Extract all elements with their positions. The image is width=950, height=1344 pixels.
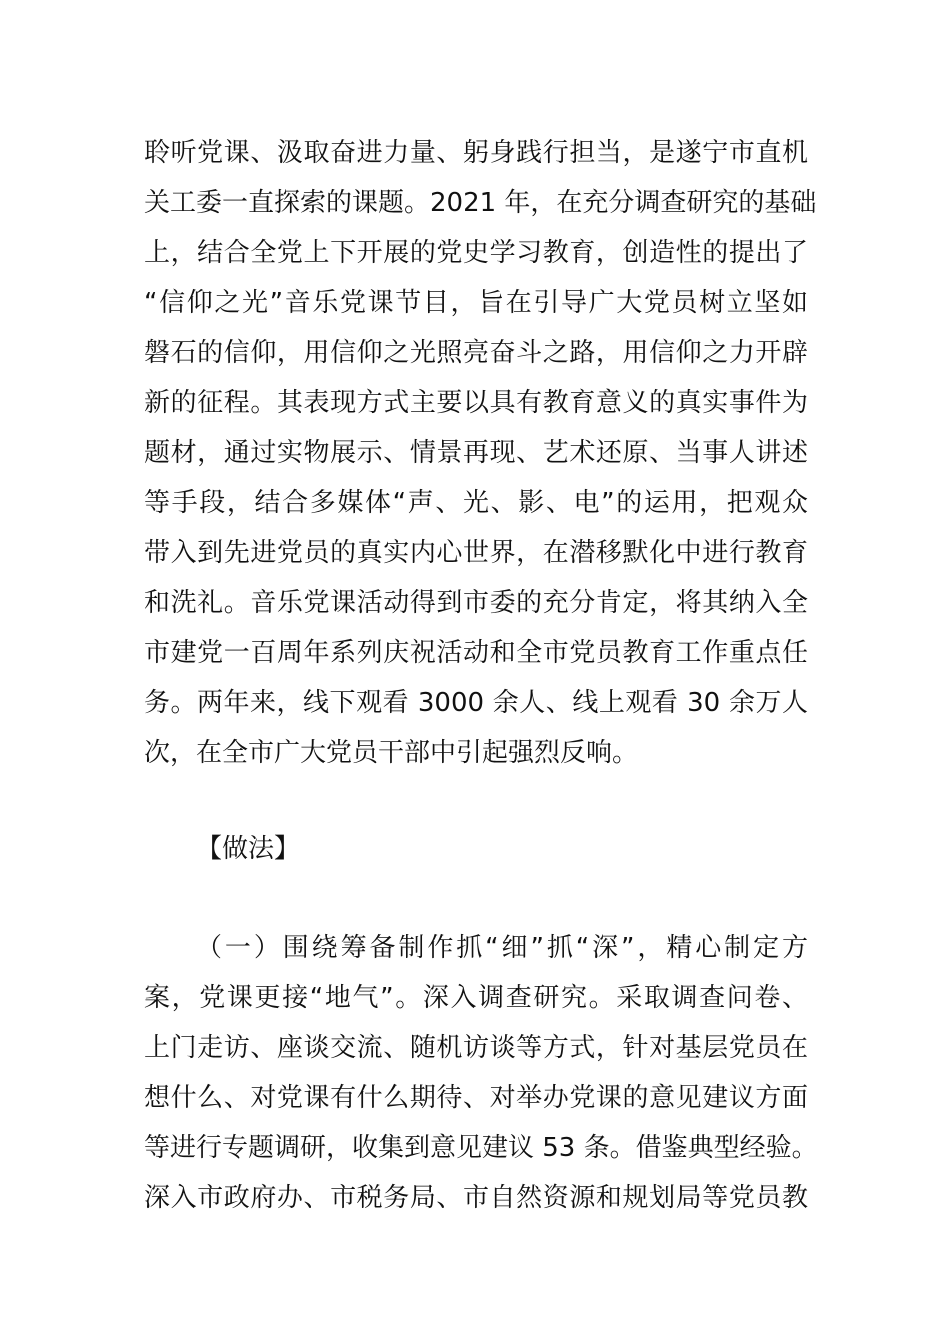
text-line: 聆听党课、汲取奋进力量、躬身践行担当，是遂宁市直机: [144, 138, 808, 168]
text-line: 市建党一百周年系列庆祝活动和全市党员教育工作重点任: [144, 638, 808, 668]
text-line: 题材，通过实物展示、情景再现、艺术还原、当事人讲述: [144, 438, 808, 468]
text-line: 上门走访、座谈交流、随机访谈等方式，针对基层党员在: [144, 1033, 808, 1063]
text-line: 深入市政府办、市税务局、市自然资源和规划局等党员教: [144, 1183, 808, 1213]
text-line: 带入到先进党员的真实内心世界，在潜移默化中进行教育: [144, 538, 808, 568]
text-line: 和洗礼。音乐党课活动得到市委的充分肯定，将其纳入全: [144, 588, 808, 618]
text-line: 务。两年来，线下观看 3000 余人、线上观看 30 余万人: [144, 688, 808, 718]
section-heading: 【做法】: [196, 834, 301, 864]
text-line: 上，结合全党上下开展的党史学习教育，创造性的提出了: [144, 238, 808, 268]
text-line: 次，在全市广大党员干部中引起强烈反响。: [144, 738, 639, 768]
text-line: 磐石的信仰，用信仰之光照亮奋斗之路，用信仰之力开辟: [144, 338, 808, 368]
text-line: 案，党课更接“地气”。深入调查研究。采取调查问卷、: [144, 983, 808, 1013]
text-line: 等进行专题调研，收集到意见建议 53 条。借鉴典型经验。: [144, 1133, 818, 1163]
text-line: 等手段，结合多媒体“声、光、影、电”的运用，把观众: [144, 488, 808, 518]
text-line: “信仰之光”音乐党课节目，旨在引导广大党员树立坚如: [144, 288, 808, 318]
text-line: 关工委一直探索的课题。2021 年，在充分调查研究的基础: [144, 188, 817, 218]
text-line: 新的征程。其表现方式主要以具有教育意义的真实事件为: [144, 388, 808, 418]
text-line: 想什么、对党课有什么期待、对举办党课的意见建议方面: [144, 1083, 808, 1113]
text-line: （一）围绕筹备制作抓“细”抓“深”，精心制定方: [196, 933, 808, 963]
